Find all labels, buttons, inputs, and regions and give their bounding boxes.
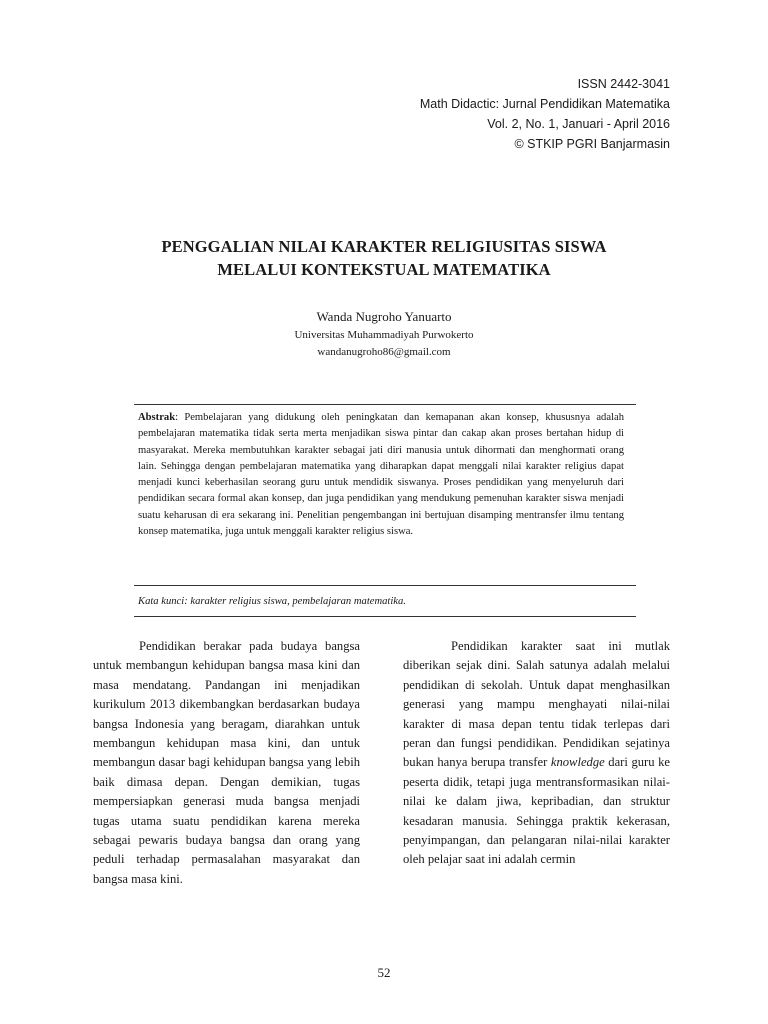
- journal-volume: Vol. 2, No. 1, Januari - April 2016: [487, 117, 670, 131]
- body-paragraph-left: Pendidikan berakar pada budaya bangsa untuk membangun kehidupan bangsa masa kini dan masa mendatang. Pandangan ini menjadikan kurikulum 2013 dikembangkan berdasarkan budaya bangsa Indonesia yang beragam, diarahkan untuk membangun kehidupan masa kini, dan untuk membangun dasar bagi kehidupan bangsa yang lebih baik dimasa depan. Dengan demikian, tugas mempersiapkan generasi muda bangsa menjadi tugas utama suatu pendidikan karena mereka sebagai pewaris budaya bangsa dan orang yang peduli terhadap permasalahan masyarakat dan bangsa masa kini.: [93, 639, 360, 886]
- author-name: Wanda Nugroho Yanuarto: [316, 309, 452, 324]
- author-email: wandanugroho86@gmail.com: [317, 346, 451, 358]
- body-paragraph-right: [403, 637, 670, 870]
- right-text-1: Pendidikan karakter saat ini mutlak diberikan sejak dini. Salah satunya adalah melalui pendidikan di sekolah. Untuk dapat menghasilkan generasi yang mampu menghayati nilai-nilai karakter di masa depan tentu tidak terlepas dari peran dan fungsi pendidikan. Pendidikan sejatinya bukan hanya berupa transfer: [403, 639, 670, 770]
- abstract-block: [138, 410, 624, 540]
- title-line-2: MELALUI KONTEKSTUAL MATEMATIKA: [217, 260, 551, 279]
- abstract-label: Abstrak: [138, 412, 176, 423]
- paper-title: [0, 235, 768, 281]
- body-column-right: [403, 637, 670, 870]
- right-text-2: dari guru ke peserta didik, tetapi juga mentransformasikan nilai-nilai ke dalam jiwa, kepribadian, dan struktur kesadaran manusia. Sehingga praktik kekerasan, penyimpangan, dan pelangaran nilai-nilai karakter oleh pelajar saat ini adalah cermin: [403, 755, 670, 867]
- keywords: Kata kunci: karakter religius siswa, pembelajaran matematika.: [138, 596, 406, 607]
- abstract-top-rule: [134, 404, 636, 405]
- author-affiliation: Universitas Muhammadiyah Purwokerto: [294, 329, 474, 341]
- abstract-text: : Pembelajaran yang didukung oleh peningkatan dan kemapanan akan konsep, khususnya adalah pembelajaran matematika tidak serta merta menjadikan siswa pintar dan cakap akan proses bertahan hidup di masyarakat. Mereka membutuhkan karakter sebagai jati diri manusia untuk dihormati dan menghormati orang lain. Sehingga dengan pembelajaran matematika yang diharapkan dapat menggali nilai karakter religius dapat menjadi kunci keberhasilan seorang guru untuk mendidik siswanya. Proses pendidikan yang menyeluruh dari pendidikan secara formal akan konsep, dan juga pendidikan yang mendukung pemenuhan karakter siswa menjadi suatu keharusan di era sekarang ini. Penelitian pengembangan ini bertujuan disamping mentransfer ilmu tentang konsep matematika, juga untuk menggali karakter religius siswa.: [138, 412, 624, 538]
- right-italic-term: knowledge: [550, 755, 605, 770]
- abstract-bottom-rule: [134, 616, 636, 617]
- journal-publisher: © STKIP PGRI Banjarmasin: [514, 137, 670, 151]
- body-column-left: [93, 637, 360, 889]
- issn: ISSN 2442-3041: [577, 77, 670, 91]
- abstract-middle-rule: [134, 585, 636, 586]
- journal-name: Math Didactic: Jurnal Pendidikan Matematika: [419, 97, 670, 111]
- page-number: 52: [377, 965, 391, 980]
- title-line-1: PENGGALIAN NILAI KARAKTER RELIGIUSITAS SISWA: [161, 237, 607, 256]
- journal-header: [420, 74, 670, 154]
